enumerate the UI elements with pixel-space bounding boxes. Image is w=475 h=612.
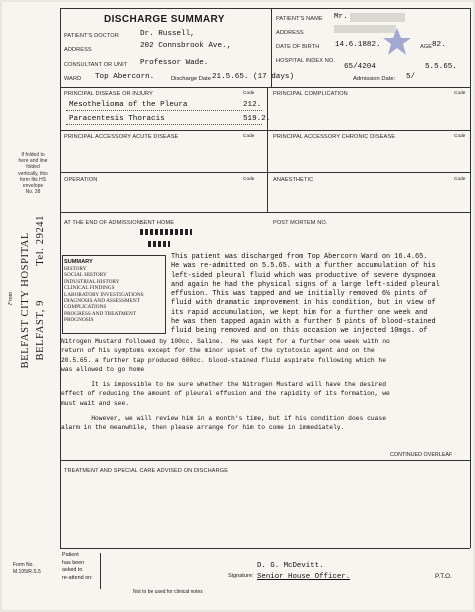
admission-date-label: Admission Date: xyxy=(353,76,396,82)
date-of-birth-value: 14.6.1882. xyxy=(335,41,381,49)
summary-item: HISTORY xyxy=(64,266,87,272)
summary-line: return of his symptoms except for the minor upset of the cytotoxic agent and on the xyxy=(61,347,375,355)
complication-code-label: Code xyxy=(454,91,466,96)
sent-home-label: SENT HOME xyxy=(140,220,175,226)
age-label: AGE xyxy=(420,44,433,50)
rule-summary-bottom xyxy=(60,460,470,461)
struck-out-entry-2 xyxy=(148,241,170,247)
summary-text-full xyxy=(61,337,390,433)
hospital-index-value: 65/4204 xyxy=(344,63,376,71)
summary-text-wrapped xyxy=(171,253,440,337)
signature-title: Senior House Officer. xyxy=(257,573,351,581)
acute-code-label: Code xyxy=(243,134,255,139)
summary-line: fluid being removed and on this occasion we injected 10mgs. of xyxy=(171,327,428,336)
principal-disease-code-label: Code xyxy=(243,91,255,96)
ward-value: Top Abercorn. xyxy=(95,73,155,81)
patients-doctor-value: Dr. Russell, xyxy=(140,30,195,38)
summary-legend-list xyxy=(64,266,144,324)
signature-label: Signature: xyxy=(228,573,254,579)
patients-name-label: PATIENT'S NAME xyxy=(276,16,323,22)
summary-item: COMPLICATIONS xyxy=(64,304,107,311)
diagnosis-1-code: 212. xyxy=(243,101,262,109)
summary-heading: SUMMARY xyxy=(64,259,93,265)
diagnosis-1-text: Mesothelioma of the Pleura xyxy=(69,101,188,109)
discharge-date-label: Discharge Date xyxy=(171,76,211,82)
re-attend-note: Patient has been asked to re-attend on: xyxy=(62,552,93,581)
patient-address-label: ADDRESS xyxy=(276,30,304,36)
summary-line: It is impossible to be sure whether the Nitrogen Mustard will have the desired xyxy=(61,381,386,389)
anaesthetic-code-label: Code xyxy=(454,177,466,182)
summary-line: This patient was discharged from Top Abercorn Ward on 16.4.65. xyxy=(171,253,428,261)
summary-line: However, we will review him in a month's time, but if his condition does cuase xyxy=(61,415,386,423)
end-of-admission-label: AT THE END OF ADMISSION: xyxy=(64,220,143,226)
patients-doctor-label: PATIENT'S DOCTOR xyxy=(64,33,119,39)
summary-item: PROGRESS AND TREATMENT xyxy=(64,310,137,317)
rule-header-bottom xyxy=(60,87,470,88)
form-number: Form No. M.105/R.S.5 xyxy=(13,562,41,575)
blue-star-stamp-icon xyxy=(382,27,412,57)
hospital-city: BELFAST, 9 xyxy=(35,300,46,361)
accessory-acute-label: PRINCIPAL ACCESSORY ACUTE DISEASE xyxy=(64,134,179,140)
patients-name-value: Mr. xyxy=(334,13,348,21)
redacted-name xyxy=(350,13,405,22)
hospital-from-label: From xyxy=(8,292,14,306)
operation-label: OPERATION xyxy=(64,177,98,183)
summary-line: Nitrogen Mustard followed by 100cc. Saline. He was kept for a further one week with no xyxy=(61,338,390,345)
summary-item: DIAGNOSIS AND ASSESSMENT xyxy=(64,298,140,305)
reattend-divider xyxy=(100,553,101,589)
admission-date-value: 5/ xyxy=(406,73,416,81)
rule-accessory-bottom xyxy=(60,172,470,173)
summary-line: he was then tapped again with a further 5 pints of blood-stained xyxy=(171,318,436,327)
age-value: 82. xyxy=(432,41,446,49)
form-right-border xyxy=(470,8,471,548)
summary-line: and again he had the physical signs of a large left-sided pleural xyxy=(171,280,440,289)
ward-label: WARD xyxy=(64,76,82,82)
summary-line: its rapid accumulation, we kept him for a further one week and xyxy=(171,308,428,317)
summary-line: effect of reducing the amount of pleural effusion and the rapidity of its formation, we xyxy=(61,390,390,398)
summary-line: He was re-admitted on 5.5.65. with a further accumulation of his xyxy=(171,262,436,271)
consultant-value: Professor Wade. xyxy=(140,59,209,67)
form-title: DISCHARGE SUMMARY xyxy=(104,14,225,25)
diagnosis-2-code: 519.2. xyxy=(243,115,271,123)
chronic-code-label: Code xyxy=(454,134,466,139)
summary-line: must wait and see. xyxy=(61,399,130,407)
form-bottom-border xyxy=(60,548,470,549)
post-mortem-label: POST MORTEM NO. xyxy=(273,220,328,226)
diagnosis-line-1 xyxy=(66,110,262,111)
summary-line: was allowed to go home xyxy=(61,365,145,373)
principal-complication-label: PRINCIPAL COMPLICATION xyxy=(273,91,348,97)
summary-item: LABORATORY INVESTIGATIONS xyxy=(64,291,144,298)
signature-name: D. G. McDevitt. xyxy=(257,562,324,570)
not-clinical-note: Not to be used for clinical notes xyxy=(133,589,203,595)
summary-item: INDUSTRIAL HISTORY xyxy=(64,278,120,285)
form-top-border xyxy=(60,8,470,9)
summary-line: alarm in the meanwhile, then please arrange for him to come in immediately. xyxy=(61,424,345,432)
rule-disease-bottom xyxy=(60,130,470,131)
anaesthetic-label: ANAESTHETIC xyxy=(273,177,314,183)
diagnosis-line-2 xyxy=(66,124,262,125)
struck-out-entry-1 xyxy=(140,229,192,235)
rule-operation-bottom xyxy=(60,212,470,213)
hospital-index-label: HOSPITAL INDEX NO. xyxy=(276,58,335,64)
summary-item: CLINICAL FINDINGS xyxy=(64,285,115,292)
doctor-address-label: ADDRESS xyxy=(64,47,92,53)
date-of-birth-label: DATE OF BIRTH xyxy=(276,44,320,50)
hospital-telephone: Tel. 29241 xyxy=(35,215,46,266)
fold-instruction-note: If folded to here and line folded vertically, this form fits HS envelope No. 38 xyxy=(18,152,48,196)
treatment-label: TREATMENT AND SPECIAL CARE ADVISED ON DISCHARGE xyxy=(64,468,229,474)
principal-disease-label: PRINCIPAL DISEASE OR INJURY xyxy=(64,91,154,97)
hospital-name: BELFAST CITY HOSPITAL xyxy=(20,232,31,369)
discharge-date-value: 21.5.65. (17 days) xyxy=(212,73,295,81)
continued-overleaf: CONTINUED OVERLEAF xyxy=(390,452,453,458)
summary-line: effusion. This was tapped and we initially removed 6½ pints of xyxy=(171,290,428,299)
doctor-address-value: 202 Connsbrook Ave., xyxy=(140,42,232,50)
summary-item: PROGNOSIS xyxy=(64,317,94,324)
accessory-chronic-label: PRINCIPAL ACCESSORY CHRONIC DISEASE xyxy=(273,134,396,140)
index-date-value: 5.5.65. xyxy=(425,63,457,71)
summary-item: SOCIAL HISTORY xyxy=(64,272,107,279)
summary-line: 20.5.65. a further tap produced 600cc. blood-stained fluid aspirate following which he xyxy=(61,356,386,364)
summary-line: left-sided pleural fluid which was productive of severe dyspnoea xyxy=(171,271,436,280)
form-left-border xyxy=(60,8,61,548)
operation-code-label: Code xyxy=(243,177,255,182)
diagnosis-2-text: Paracentesis Thoracis xyxy=(69,115,165,123)
consultant-label: CONSULTANT OR UNIT xyxy=(64,62,128,68)
please-turn-over: P.T.O. xyxy=(435,573,452,580)
section-divider xyxy=(267,87,268,212)
summary-line: fluid with dramatic improvement in his condition, but in view of xyxy=(171,299,436,308)
